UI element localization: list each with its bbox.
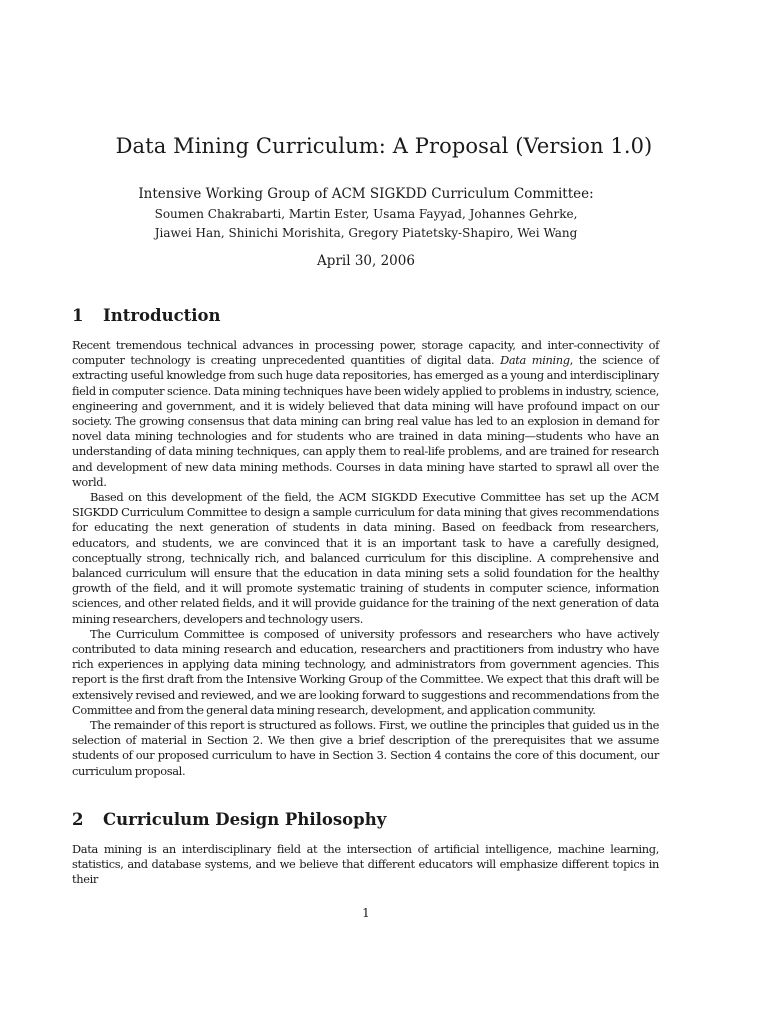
paragraph: Based on this development of the field, the ACM SIGKDD Executive Committee has set up the ACM SIGKDD Curriculum Committee to design a sample curriculum for data mining that gives recommendations for educating the next generation of students in data mining. Based on feedback from researchers, educators, and students, we are convinced that it is an important task to have a carefully designed, conceptually strong, technically rich, and balanced curriculum for this discipline. A comprehensive and balanced curriculum will ensure that the education in data mining sets a solid foundation for the healthy growth of the field, and it will promote systematic training of students in computer science, information sciences, and other related fields, and it will provide guidance for the training of the next generation of data mining researchers, developers and technology users.	[72, 490, 659, 626]
introduction-body	[72, 338, 659, 779]
authors-line: Jiawei Han, Shinichi Morishita, Gregory Piatetsky-Shapiro, Wei Wang	[154, 226, 578, 240]
paragraph: The Curriculum Committee is composed of university professors and researchers who have actively contributed to data mining research and education, researchers and practitioners from industry who have rich experiences in applying data mining technology, and administrators from government agencies. This report is the first draft from the Intensive Working Group of the Committee. We expect that this draft will be extensively revised and reviewed, and we are looking forward to suggestions and recommendations from the Committee and from the general data mining research, development, and application community.	[72, 626, 659, 717]
design-philosophy-body	[72, 842, 659, 888]
author-list	[0, 205, 732, 243]
paragraph	[72, 338, 659, 490]
section-number: 1	[72, 306, 84, 325]
author-affiliation: Intensive Working Group of ACM SIGKDD Curriculum Committee:	[138, 186, 594, 202]
section-title: Introduction	[103, 306, 221, 325]
section-number: 2	[72, 810, 84, 829]
page-number: 1	[362, 906, 370, 920]
section-title: Curriculum Design Philosophy	[103, 810, 387, 829]
paragraph: The remainder of this report is structured as follows. First, we outline the principles that guided us in the selection of material in Section 2. We then give a brief description of the prerequisites that we assume students of our proposed curriculum to have in Section 3. Section 4 contains the core of this document, our curriculum proposal.	[72, 718, 659, 778]
section-heading-curriculum-design-philosophy	[72, 810, 692, 830]
paragraph-text: , the science of extracting useful knowledge from such huge data repositories, has emerged as a young and interdisciplinary field in computer science. Data mining techniques have been widely applied to problems in industry, science, engineering and government, and it is widely believed that data mining will have profound impact on our society. The growing consensus that data mining can bring real value has led to an explosion in demand for novel data mining technologies and for students who are trained in data mining—students who have an understanding of data mining techniques, can apply them to real-life problems, and are trained for research and development of new data mining methods. Courses in data mining have started to sprawl all over the world.	[72, 353, 659, 489]
publication-date: April 30, 2006	[317, 253, 415, 269]
paragraph: Data mining is an interdisciplinary field at the intersection of artificial intelligence, machine learning, statistics, and database systems, and we believe that different educators will emphasize different topics in their	[72, 842, 659, 887]
authors-line: Soumen Chakrabarti, Martin Ester, Usama Fayyad, Johannes Gehrke,	[154, 207, 578, 221]
paper-title: Data Mining Curriculum: A Proposal (Version 1.0)	[115, 134, 653, 158]
paragraph-text: Recent tremendous technical advances in processing power, storage capacity, and inter-connectivity of computer technology is creating unprecedented quantities of digital data.	[72, 338, 659, 368]
emphasized-term: Data mining	[500, 353, 570, 368]
section-heading-introduction	[72, 306, 692, 326]
